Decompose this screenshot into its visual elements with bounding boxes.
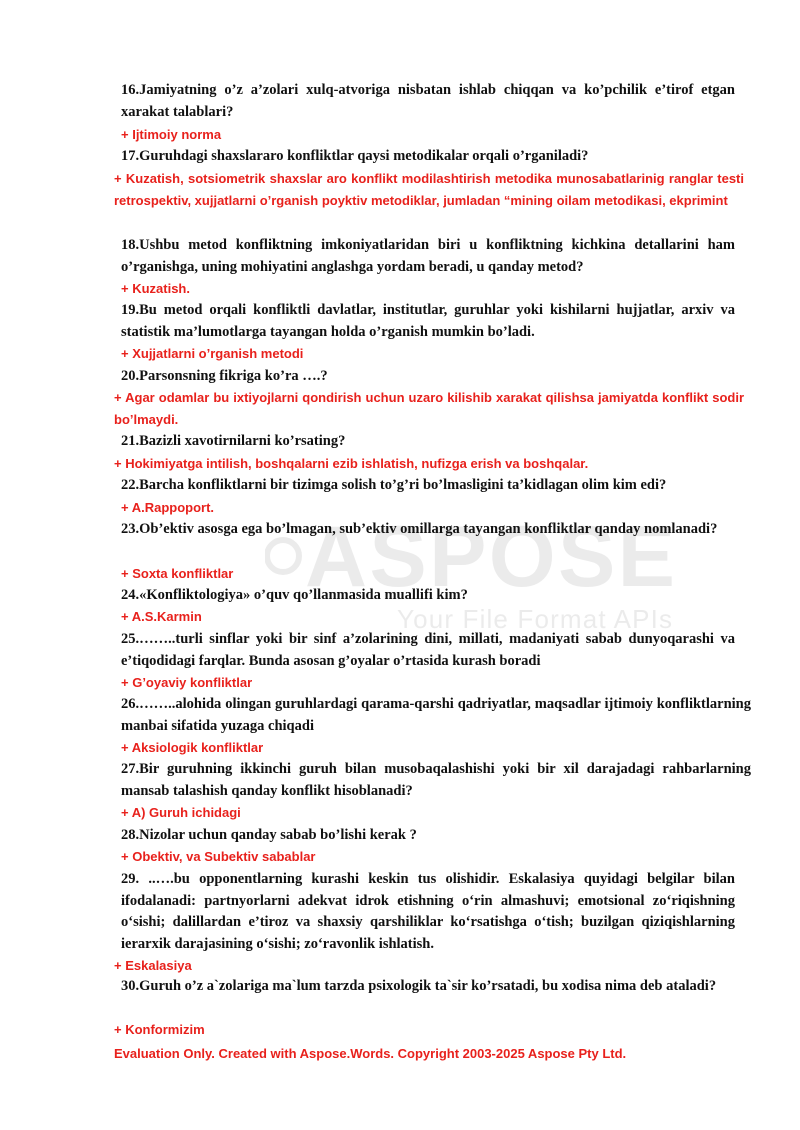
question-22: 22.Barcha konfliktlarni bir tizimga solish to’g’ri bo’lmasligini ta’kidlagan olim kim edi?	[121, 477, 667, 493]
answer-23: + Soxta konfliktlar	[121, 566, 234, 581]
answer-29: + Eskalasiya	[114, 958, 192, 973]
answer-22: + A.Rappoport.	[121, 500, 215, 515]
answer-25: + G’oyaviy konfliktlar	[121, 675, 253, 690]
question-19: 19.Bu metod orqali konfliktli davlatlar, institutlar, guruhlar yoki kishilarni hujjatlar, arxiv va statistik ma’lumotlarga tayangan holda o’rganish mumkin bo’ladi.	[121, 302, 735, 340]
question-28: 28.Nizolar uchun qanday sabab bo’lishi kerak ?	[121, 827, 417, 843]
question-16: 16.Jamiyatning o’z a’zolari xulq-atvoriga nisbatan ishlab chiqqan va ko’pchilik e’tirof etgan xarakat talablari?	[121, 82, 735, 120]
answer-18: + Kuzatish.	[121, 281, 190, 296]
answer-24: + A.S.Karmin	[121, 609, 202, 624]
answer-28: + Obektiv, va Subektiv sabablar	[121, 849, 316, 864]
question-23: 23.Ob’ektiv asosga ega bo’lmagan, sub’ektiv omillarga tayangan konfliktlar qanday nomlanadi?	[121, 521, 718, 537]
watermark-tagline: Your File Format APIs	[397, 604, 672, 634]
watermark-logo-text: ASPOSE	[305, 509, 675, 605]
question-24: 24.«Konfliktologiya» o’quv qo’llanmasida muallifi kim?	[121, 587, 468, 603]
evaluation-footer: Evaluation Only. Created with Aspose.Words. Copyright 2003-2025 Aspose Pty Ltd.	[114, 1046, 627, 1061]
answer-26: + Aksiologik konfliktlar	[121, 740, 264, 755]
question-27: 27.Bir guruhning ikkinchi guruh bilan musobaqalashishi yoki bir xil darajadagi rahbarlarning mansab talashish qanday konflikt hisoblanadi?	[121, 761, 751, 799]
answer-30: + Konformizim	[114, 1022, 205, 1037]
question-29: 29. ..….bu opponentlarning kurashi keskin tus olishidir. Eskalasiya quyidagi belgilar bilan ifodalanadi: partnyorlarni adekvat idrok etishning o‘rin almashuvi; emotsional zo‘riqishning o‘sishi; dalillardan e’tiroz va shaxsiy qarshiliklar ko‘rsatishga o‘tish; buzilgan qiziqishlarning ierarxik darajasining o‘sishi; zo‘ravonlik ishlatish.	[121, 871, 735, 952]
question-20: 20.Parsonsning fikriga ko’ra ….?	[121, 368, 328, 384]
answer-20: + Agar odamlar bu ixtiyojlarni qondirish uchun uzaro kilishib xarakat qilishsa jamiyatda konflikt sodir bo’lmaydi.	[114, 390, 744, 427]
answer-17: + Kuzatish, sotsiometrik shaxslar aro konflikt modilashtirish metodika munosabatlarinig ranglar testi retrospektiv, xujjatlarni o’rganish poyktiv metodiklar, jumladan “mining oilam metodikasi, ekprimint	[114, 171, 744, 208]
answer-19: + Xujjatlarni o’rganish metodi	[121, 346, 304, 361]
question-21: 21.Bazizli xavotirnilarni ko’rsating?	[121, 433, 346, 449]
answer-27: + A) Guruh ichidagi	[121, 805, 241, 820]
answer-21: + Hokimiyatga intilish, boshqalarni ezib ishlatish, nufizga erish va boshqalar.	[114, 456, 589, 471]
question-26: 26.……..alohida olingan guruhlardagi qarama-qarshi qadriyatlar, maqsadlar ijtimoiy konfliktlarning manbai sifatida yuzaga chiqadi	[121, 696, 751, 734]
answer-16: + Ijtimoiy norma	[121, 127, 222, 142]
question-25: 25.……..turli sinflar yoki bir sinf a’zolarining dini, millati, madaniyati sabab dunyoqarashi va e’tiqodidagi farqlar. Bunda asosan g’oyalar o’rtasida kurash boradi	[121, 631, 735, 669]
question-17: 17.Guruhdagi shaxslararo konfliktlar qaysi metodikalar orqali o’rganiladi?	[121, 148, 589, 164]
question-30: 30.Guruh o’z a`zolariga ma`lum tarzda psixologik ta`sir ko’rsatadi, bu xodisa nima deb ataladi?	[121, 978, 717, 994]
question-18: 18.Ushbu metod konfliktning imkoniyatlaridan biri u konfliktning kichkina detallarini ham o’rganishga, uning mohiyatini anglashga yordam beradi, u qanday metod?	[121, 237, 735, 275]
